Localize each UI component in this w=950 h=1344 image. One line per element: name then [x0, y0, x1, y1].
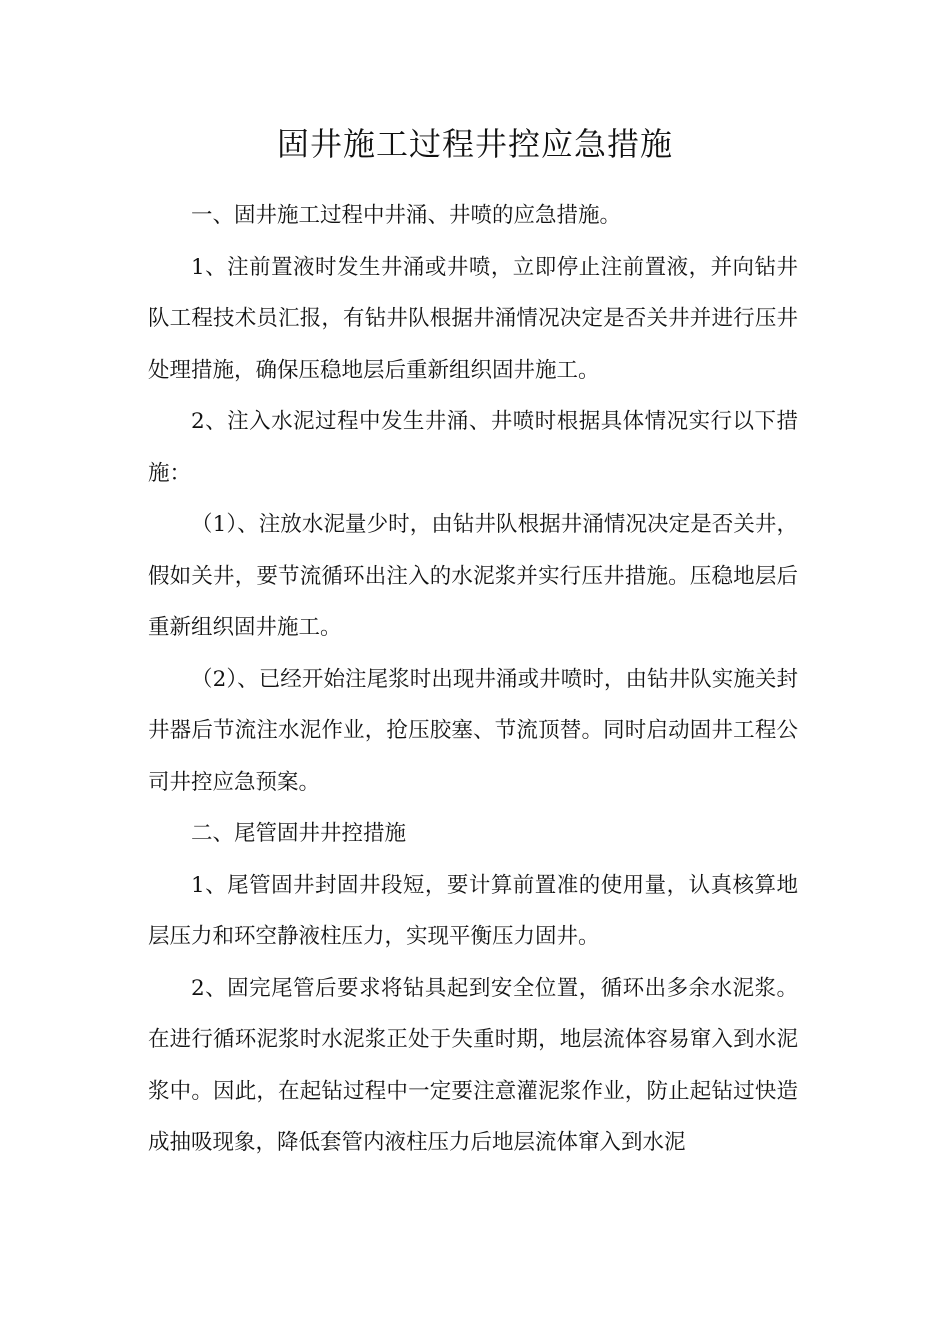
- paragraph-2-1: 1、尾管固井封固井段短，要计算前置准的使用量，认真核算地层压力和环空静液柱压力，实现平衡压力固井。: [148, 872, 798, 949]
- paragraph-1-1: 1、注前置液时发生井涌或井喷，立即停止注前置液，并向钻井队工程技术员汇报，有钻井队根据井涌情况决定是否关井并进行压井处理措施，确保压稳地层后重新组织固井施工。: [148, 254, 798, 383]
- paragraph-1-2-2: （2）、已经开始注尾浆时出现井涌或井喷时，由钻井队实施关封井器后节流注水泥作业，抢压胶塞、节流顶替。同时启动固井工程公司井控应急预案。: [148, 666, 798, 795]
- section-heading-1: 一、固井施工过程中井涌、井喷的应急措施。: [191, 203, 622, 228]
- document-body: [148, 190, 798, 1169]
- paragraph-1-2-1: （1）、注放水泥量少时，由钻井队根据井涌情况决定是否关井，假如关井，要节流循环出注入的水泥浆并实行压井措施。压稳地层后重新组织固井施工。: [148, 512, 798, 640]
- document-title: 固井施工过程井控应急措施: [276, 125, 673, 163]
- paragraph-2-2: 2、固完尾管后要求将钻具起到安全位置，循环出多余水泥浆。在进行循环泥浆时水泥浆正处于失重时期，地层流体容易窜入到水泥浆中。因此，在起钻过程中一定要注意灌泥浆作业，防止起钻过快造成抽吸现象，降低套管内液柱压力后地层流体窜入到水泥: [148, 975, 798, 1155]
- paragraph-1-2: 2、注入水泥过程中发生井涌、井喷时根据具体情况实行以下措施：: [148, 409, 798, 486]
- section-heading-2: 二、尾管固井井控措施: [191, 821, 407, 846]
